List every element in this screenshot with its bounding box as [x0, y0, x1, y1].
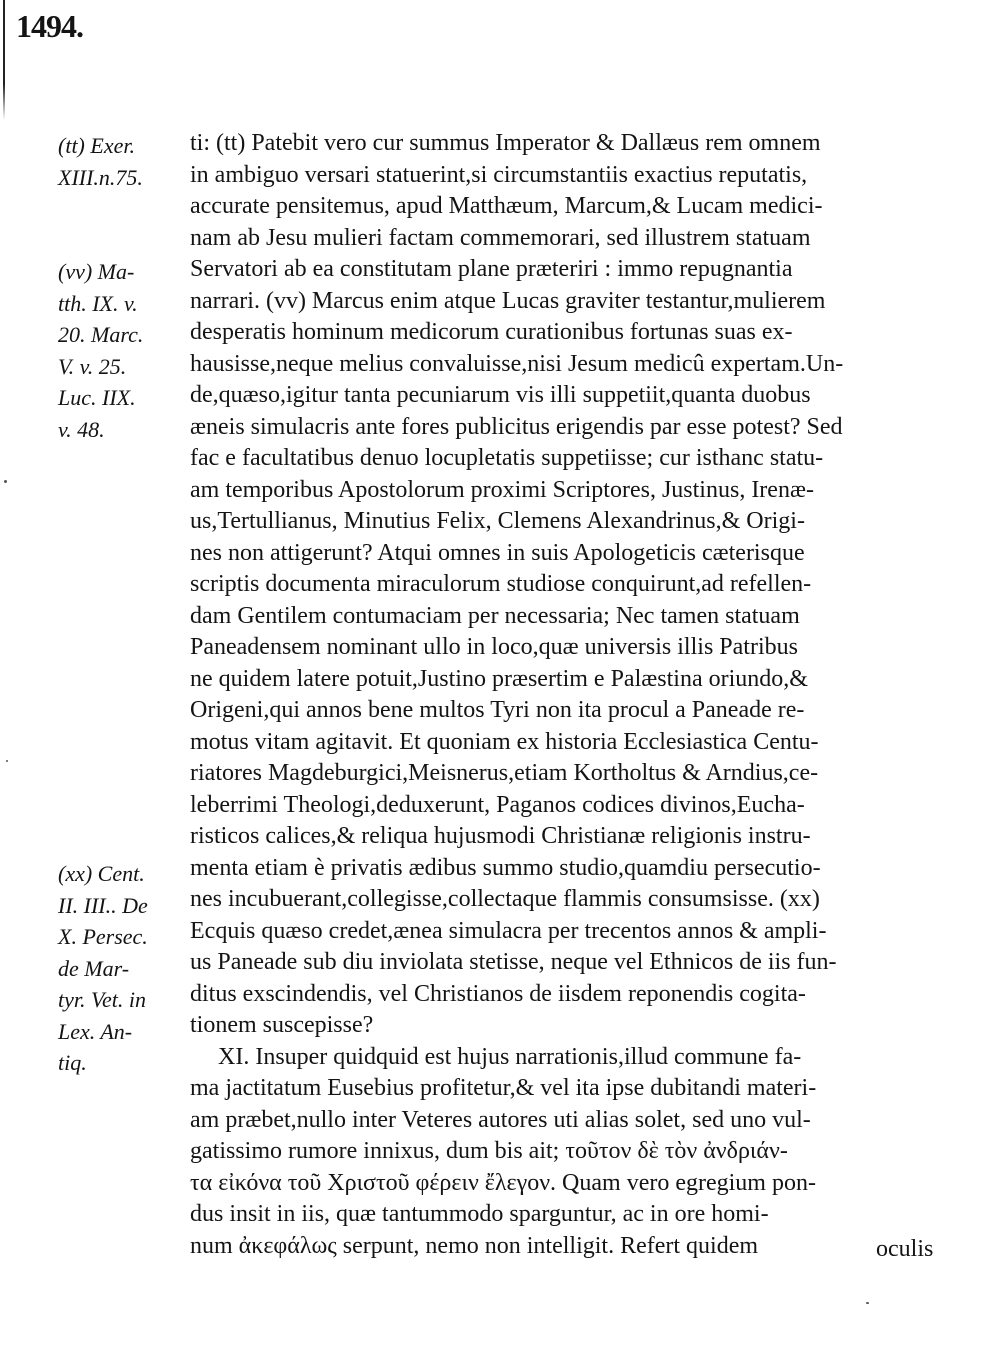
note-line: XIII.n.75. — [58, 164, 143, 190]
print-speck — [866, 1302, 869, 1304]
note-line: Luc. IIX. — [58, 385, 136, 410]
note-line: (vv) Ma- — [58, 259, 135, 284]
page-number: 1494. — [16, 8, 83, 44]
note-line: Lex. An- — [58, 1018, 133, 1044]
text-line: ne quidem latere potuit,Justino præsertim e Palæstina oriundo,& — [190, 665, 808, 692]
text-line: riatores Magdeburgici,Meisnerus,etiam Kortholtus & Arndius,ce- — [190, 760, 819, 786]
text-line: nam ab Jesu mulieri factam commemorari, sed illustrem statuam — [190, 224, 811, 251]
text-line: us,Tertullianus, Minutius Felix, Clemens Alexandrinus,& Origi- — [190, 508, 805, 534]
note-line: (tt) Exer. — [58, 133, 135, 158]
text-line: Paneadensem nominant ullo in loco,quæ universis illis Patribus — [190, 634, 798, 660]
catchword: oculis — [876, 1236, 934, 1262]
note-line: 20. Marc. — [58, 322, 144, 347]
text-line: æneis simulacris ante fores publicitus erigendis par esse potest? Sed — [190, 413, 843, 440]
text-line: de,quæso,igitur tanta pecuniarum vis illi suppetiit,quanta duobus — [190, 382, 811, 408]
note-line: tyr. Vet. in — [58, 987, 146, 1012]
text-line: accurate pensitemus, apud Matthæum, Marcum,& Lucam medici- — [190, 193, 823, 219]
text-line: ti: (tt) Patebit vero cur summus Imperator & Dallæus rem omnem — [190, 130, 821, 156]
binding-edge — [3, 0, 5, 120]
text-line: hausisse,neque melius convaluisse,nisi Jesum medicû expertam.Un- — [190, 350, 844, 377]
text-line: Servatori ab ea constitutam plane præteriri : immo repugnantia — [190, 256, 793, 282]
text-line: num ἀκεφάλως serpunt, nemo non intelligit. Refert quidem — [190, 1232, 759, 1259]
text-line: desperatis hominum medicorum curationibus fortunas suas ex- — [190, 319, 793, 345]
print-speck — [6, 760, 8, 762]
text-line: Ecquis quæso credet,ænea simulacra per trecentos annos & ampli- — [190, 917, 827, 944]
print-speck — [4, 480, 7, 483]
text-line: dus insit in iis, quæ tantummodo sparguntur, ac in ore homi- — [190, 1201, 769, 1227]
text-line: Origeni,qui annos bene multos Tyri non ita procul a Paneade re- — [190, 697, 805, 723]
note-line: tiq. — [58, 1050, 87, 1075]
note-line: X. Persec. — [58, 924, 148, 949]
text-line: menta etiam è privatis ædibus summo studio,quamdiu persecutio- — [190, 854, 821, 881]
note-line: II. III.. De — [58, 892, 148, 918]
note-line: V. v. 25. — [58, 353, 127, 379]
text-line: am præbet,nullo inter Veteres autores uti alias solet, sed uno vul- — [190, 1106, 811, 1133]
margin-note-vv — [58, 256, 188, 445]
note-line: de Mar- — [58, 955, 130, 981]
text-line: risticos calices,& reliqua hujusmodi Christianæ religionis instru- — [190, 823, 811, 849]
text-line: ditus exscindendis, vel Christianos de iisdem reponendis cogita- — [190, 980, 806, 1007]
note-line: tth. IX. v. — [58, 290, 138, 316]
text-line: scriptis documenta miraculorum studiose conquirunt,ad refellen- — [190, 571, 812, 597]
text-line: leberrimi Theologi,deduxerunt, Paganos codices divinos,Eucha- — [190, 791, 805, 818]
note-line: v. 48. — [58, 416, 105, 442]
text-line: ma jactitatum Eusebius profitetur,& vel ita ipse dubitandi materi- — [190, 1075, 817, 1101]
text-line: τα εἰκόνα τοῦ Χριστοῦ φέρειν ἔλεγον. Quam vero egregium pon- — [190, 1169, 816, 1196]
text-line: nes non attigerunt? Atqui omnes in suis Apologeticis cæterisque — [190, 539, 805, 566]
text-line: motus vitam agitavit. Et quoniam ex historia Ecclesiastica Centu- — [190, 728, 819, 755]
text-line: gatissimo rumore innixus, dum bis ait; τοῦτον δὲ τὸν ἀνδριάν- — [190, 1138, 788, 1164]
text-line: nes incubuerant,collegisse,collectaque flammis consumsisse. (xx) — [190, 886, 820, 912]
section-heading-line: XI. Insuper quidquid est hujus narrationis,illud commune fa- — [218, 1043, 802, 1070]
text-line: dam Gentilem contumaciam per necessaria; Nec tamen statuam — [190, 602, 800, 629]
text-line: tionem suscepisse? — [190, 1012, 374, 1038]
margin-note-xx — [58, 858, 188, 1079]
text-line: narrari. (vv) Marcus enim atque Lucas graviter testantur,mulierem — [190, 287, 826, 314]
note-line: (xx) Cent. — [58, 861, 145, 886]
text-line: us Paneade sub diu inviolata stetisse, neque vel Ethnicos de iis fun- — [190, 949, 837, 975]
margin-note-tt — [58, 130, 188, 193]
body-text — [190, 128, 960, 1262]
text-line: in ambiguo versari statuerint,si circumstantiis exactius reputatis, — [190, 161, 808, 188]
text-line: fac e facultatibus denuo locupletatis suppetiisse; cur isthanc statu- — [190, 445, 824, 471]
text-line: am temporibus Apostolorum proximi Scriptores, Justinus, Irenæ- — [190, 476, 814, 503]
